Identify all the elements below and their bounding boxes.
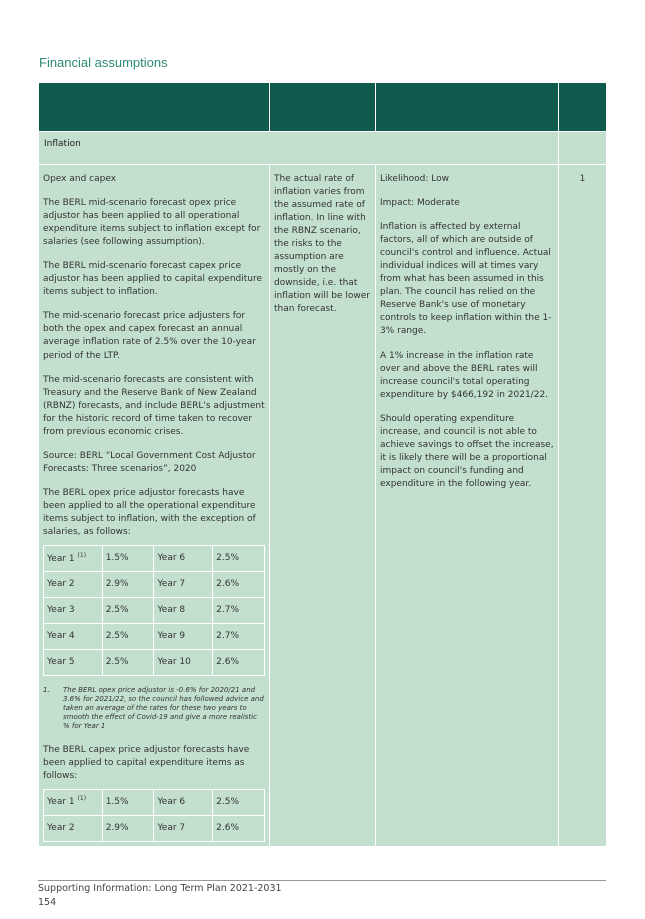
paragraph: A 1% increase in the inflation rate over and above the BERL rates will increase council's total operating expenditure by $466,192 in 2021/22. bbox=[380, 350, 549, 400]
header-cell bbox=[39, 83, 270, 132]
year-label: Year 6 bbox=[154, 789, 213, 815]
page-number: 154 bbox=[38, 897, 57, 908]
risk-cell bbox=[270, 165, 376, 847]
assumption-cell bbox=[39, 165, 270, 847]
rate-value: 2.6% bbox=[213, 650, 265, 676]
year-label: Year 4 bbox=[44, 624, 103, 650]
year-label: Year 9 bbox=[154, 624, 213, 650]
paragraph: The BERL opex price adjustor forecasts have been applied to all the operational expenditure items subject to inflation, with the exception of salaries, as follows: bbox=[43, 487, 256, 538]
section-label: Inflation bbox=[39, 132, 559, 165]
footnote-ref: (1) bbox=[77, 551, 87, 559]
rate-value: 2.6% bbox=[213, 572, 265, 598]
footnote bbox=[43, 686, 265, 731]
rate-value: 2.5% bbox=[213, 546, 265, 572]
year-label: Year 7 bbox=[154, 815, 213, 841]
rate-row bbox=[44, 815, 265, 841]
risk-text: The actual rate of inflation varies from the assumed rate of inflation. In line with the RBNZ scenario, the risks to the assumption are mostly on the downside, i.e. that inflation will be lower than forecast. bbox=[274, 174, 370, 315]
paragraph: The mid-scenario forecast price adjusters for both the opex and capex forecast an annual average inflation rate of 2.5% over the 10-year period of the LTP. bbox=[43, 311, 256, 361]
rate-row bbox=[44, 789, 265, 815]
rate-value: 1.5% bbox=[102, 546, 154, 572]
header-cell bbox=[270, 83, 376, 132]
year-label: Year 8 bbox=[154, 598, 213, 624]
rate-row bbox=[44, 624, 265, 650]
rate-row bbox=[44, 598, 265, 624]
rate-value: 2.7% bbox=[213, 624, 265, 650]
paragraph: The BERL mid-scenario forecast opex price adjustor has been applied to all operational expenditure items subject to inflation except for salaries (see following assumption). bbox=[43, 198, 261, 248]
paragraph: Source: BERL “Local Government Cost Adjustor Forecasts: Three scenarios”, 2020 bbox=[43, 450, 256, 474]
rate-value: 2.5% bbox=[102, 650, 154, 676]
paragraph: Inflation is affected by external factors, all of which are outside of council's control and influence. Actual individual indices will at times vary from what has been assumed in this plan. The council has relied on the Reserve Bank's use of monetary controls to keep inflation within the 1-3% range. bbox=[380, 222, 552, 337]
footnote-ref: (1) bbox=[77, 795, 87, 803]
opex-rates-table bbox=[43, 545, 265, 676]
year-label: Year 7 bbox=[154, 572, 213, 598]
assumptions-table bbox=[38, 82, 607, 847]
capex-intro: The BERL capex price adjustor forecasts have been applied to capital expenditure items as follows: bbox=[43, 744, 250, 781]
year-label: Year 1 $^{(1)}$ bbox=[44, 789, 103, 815]
page-title: Financial assumptions bbox=[39, 55, 168, 70]
paragraph: Should operating expenditure increase, and council is not able to achieve savings to offset the increase, it is likely there will be a proportional impact on council's funding and expenditure in the following year. bbox=[380, 413, 554, 489]
paragraph: The BERL mid-scenario forecast capex price adjustor has been applied to capital expenditure items subject to inflation. bbox=[43, 261, 263, 298]
rate-value: 2.6% bbox=[213, 815, 265, 841]
rate-value: 2.7% bbox=[213, 598, 265, 624]
table-header-row bbox=[39, 83, 607, 132]
impact-text: Impact: Moderate bbox=[380, 198, 460, 209]
paragraph: The mid-scenario forecasts are consistent with Treasury and the Reserve Bank of New Zealand (RBNZ) forecasts, and include BERL's adjustment for the historic record of time taken to recover from previous economic crises. bbox=[43, 374, 265, 437]
year-label: Year 6 bbox=[154, 546, 213, 572]
impact-cell bbox=[376, 165, 559, 847]
year-label: Year 2 bbox=[44, 815, 103, 841]
year-label: Year 10 bbox=[154, 650, 213, 676]
reference-cell: 1 bbox=[559, 165, 607, 847]
assumption-heading: Opex and capex bbox=[43, 174, 117, 184]
capex-rates-table bbox=[43, 789, 265, 842]
year-label: Year 5 bbox=[44, 650, 103, 676]
header-cell bbox=[376, 83, 559, 132]
year-label: Year 2 bbox=[44, 572, 103, 598]
footnote-number: 1. bbox=[43, 686, 50, 695]
section-empty-cell bbox=[559, 132, 607, 165]
rate-value: 1.5% bbox=[102, 789, 154, 815]
section-row bbox=[39, 132, 607, 165]
rate-row bbox=[44, 572, 265, 598]
table-row bbox=[39, 165, 607, 847]
footer-title: Supporting Information: Long Term Plan 2021-2031 bbox=[38, 883, 282, 894]
year-label: Year 1 $^{(1)}$ bbox=[44, 546, 103, 572]
footer-divider bbox=[38, 880, 606, 881]
rate-value: 2.9% bbox=[102, 572, 154, 598]
likelihood-text: Likelihood: Low bbox=[380, 174, 449, 184]
rate-row bbox=[44, 650, 265, 676]
footnote-text: The BERL opex price adjustor is -0.6% for 2020/21 and 3.6% for 2021/22, so the council has followed advice and taken an average of the rates for these two years to smooth the effect of Covid-19 and give a more realistic % for Year 1 bbox=[63, 686, 264, 731]
rate-value: 2.5% bbox=[213, 789, 265, 815]
rate-value: 2.5% bbox=[102, 598, 154, 624]
year-label: Year 3 bbox=[44, 598, 103, 624]
rate-value: 2.9% bbox=[102, 815, 154, 841]
rate-row bbox=[44, 546, 265, 572]
rate-value: 2.5% bbox=[102, 624, 154, 650]
header-cell bbox=[559, 83, 607, 132]
